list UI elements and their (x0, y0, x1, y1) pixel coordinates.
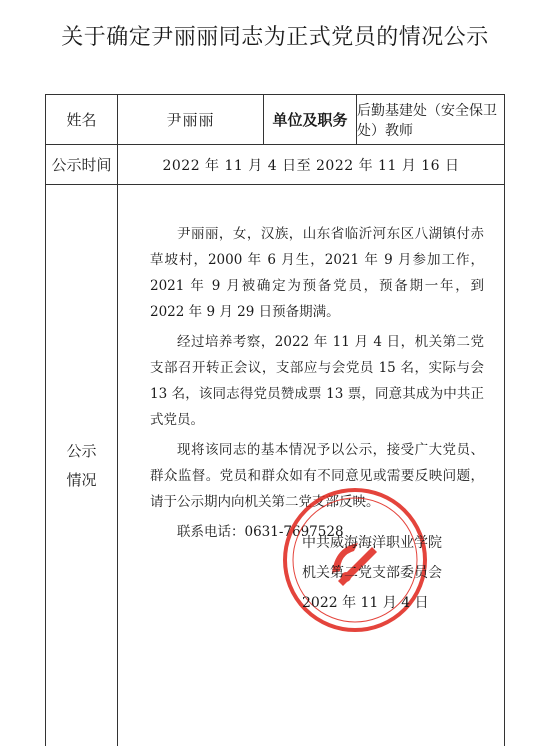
signoff-org: 中共威海海洋职业学院 (302, 535, 442, 551)
info-body (118, 185, 504, 746)
paragraph-basic-info: 尹丽丽，女，汉族，山东省临沂河东区八湖镇付赤草坡村，2000 年 6 月生，2021 年 9 月参加工作，2021 年 9 月被确定为预备党员，预备期一年，到 2022 年 9 月 29 日预备期满。 (150, 226, 484, 320)
info-label (46, 185, 118, 746)
time-row (46, 145, 504, 185)
time-value: 2022 年 11 月 4 日至 2022 年 11 月 16 日 (162, 157, 460, 174)
info-row (46, 185, 504, 746)
unit-label: 单位及职务 (264, 95, 357, 144)
name-value: 尹丽丽 (118, 95, 264, 144)
name-label: 姓名 (46, 95, 118, 144)
signoff-committee: 机关第二党支部委员会 (302, 565, 442, 581)
signoff (302, 528, 452, 618)
notice-title: 关于确定尹丽丽同志为正式党员的情况公示 (61, 25, 489, 50)
notice-table (45, 94, 505, 746)
info-label-line-2: 情况 (66, 470, 97, 489)
contact-phone: 联系电话：0631-7697528 (177, 524, 344, 540)
info-label-line-1: 公示 (66, 442, 97, 460)
name-row (46, 95, 504, 145)
unit-value: 后勤基建处（安全保卫处）教师 (357, 102, 497, 139)
signoff-date: 2022 年 11 月 4 日 (302, 595, 429, 611)
paragraph-review: 经过培养考察，2022 年 11 月 4 日，机关第二党支部召开转正会议，支部应与会党员 15 名，实际与会 13 名，该同志得党员赞成票 13 票，同意其成为中共正式党员。 (150, 334, 484, 428)
time-label: 公示时间 (46, 145, 118, 184)
paragraph-notice: 现将该同志的基本情况予以公示，接受广大党员、群众监督。党员和群众如有不同意见或需要反映问题，请于公示期内向机关第二党支部反映。 (150, 442, 484, 510)
